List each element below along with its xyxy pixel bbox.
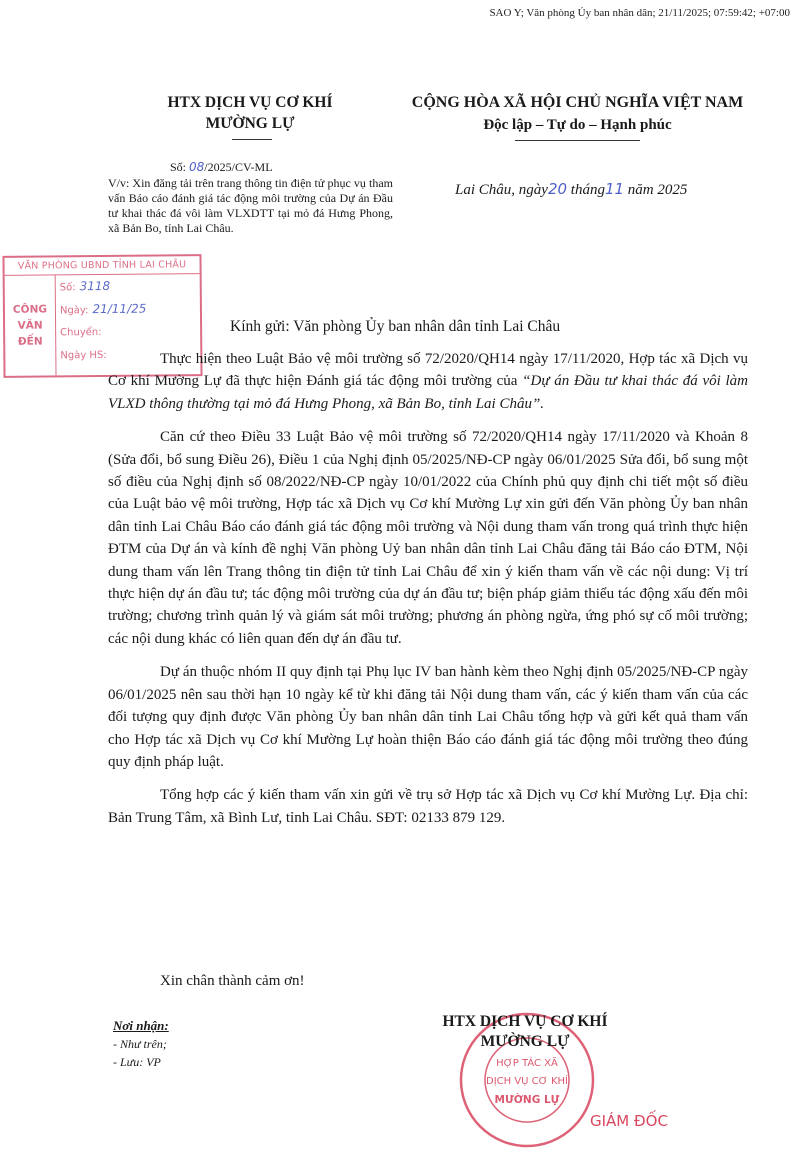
org-underline (232, 139, 272, 140)
doc-number-suffix: /2025/CV-ML (204, 160, 273, 174)
paragraph-4: Tổng hợp các ý kiến tham vấn xin gửi về trụ sở Hợp tác xã Dịch vụ Cơ khí Mường Lự. Địa chỉ: Bản Trung Tâm, xã Bình Lư, tỉnh Lai Châu. SĐT: 02133 879 129. (108, 787, 748, 826)
recipients-title: Nơi nhận: (113, 1018, 169, 1033)
digital-copy-note: SAO Y; Văn phòng Ủy ban nhân dân; 21/11/2025; 07:59:42; +07:00 (489, 7, 790, 19)
stamp-label-line1: CÔNG (12, 302, 48, 316)
stamp-so-value: 3118 (79, 278, 111, 294)
stamp-row-ngay-hs (60, 350, 106, 361)
issuing-org-line1: HTX DỊCH VỤ CƠ KHÍ (167, 94, 333, 111)
seal-line1: HỢP TÁC XÃ (496, 1058, 558, 1069)
stamp-label-line3: ĐẾN (17, 335, 43, 348)
received-stamp-header: VĂN PHÒNG UBND TỈNH LAI CHÂU (4, 256, 199, 276)
dateline-prefix: Lai Châu, ngày (455, 182, 548, 198)
subject-line: V/v: Xin đăng tải trên trang thông tin điện tử phục vụ tham vấn Báo cáo đánh giá tác động môi trường của Dự án Đầu tư khai thác đá vôi làm VLXDTT tại mỏ đá Hưng Phong, xã Bản Bo, tỉnh Lai Châu. (108, 176, 393, 235)
stamp-row-so (60, 279, 111, 293)
stamp-chuyen-label: Chuyển: (60, 327, 102, 339)
doc-number-prefix: Số: (170, 160, 190, 174)
stamp-label-line2: VĂN (17, 319, 43, 332)
stamp-ngay-label: Ngày: (59, 305, 89, 317)
signature-org-line2: MƯỜNG LỰ (480, 1033, 570, 1050)
signature-block (440, 1012, 610, 1052)
stamp-ngay-value: 21/11/25 (92, 301, 147, 317)
dateline (455, 180, 687, 199)
recipients-list (113, 1017, 169, 1071)
paragraph-1 (108, 348, 748, 415)
signature-org-line1: HTX DỊCH VỤ CƠ KHÍ (442, 1013, 608, 1030)
stamp-ngayhs-label: Ngày HS: (60, 349, 107, 362)
closing-thanks: Xin chân thành cảm ơn! (160, 973, 305, 989)
issuing-org-line2: MƯỜNG LỰ (205, 115, 295, 132)
motto-underline (515, 140, 640, 141)
seal-line3: MƯỜNG LỰ (494, 1094, 560, 1106)
nation-title: CỘNG HÒA XÃ HỘI CHỦ NGHĨA VIỆT NAM (411, 94, 744, 111)
recipient-item-1: - Như trên; (113, 1037, 167, 1051)
document-number (170, 160, 273, 175)
dateline-month: 11 (604, 180, 625, 198)
seal-line2: DỊCH VỤ CƠ KHÍ (486, 1076, 568, 1087)
stamp-row-chuyen (60, 327, 102, 338)
dateline-day: 20 (547, 180, 568, 198)
signer-role: GIÁM ĐỐC (590, 1112, 668, 1130)
recipient-line: Kính gửi: Văn phòng Ủy ban nhân dân tỉnh Lai Châu (230, 318, 561, 335)
motto: Độc lập – Tự do – Hạnh phúc (483, 117, 672, 133)
dateline-month-label: tháng (570, 182, 605, 198)
dateline-year: năm 2025 (627, 182, 688, 198)
recipient-item-2: - Lưu: VP (113, 1055, 161, 1069)
project-name-italic: “Dự án Đầu tư khai thác đá vôi làm VLXD thông thường tại mỏ đá Hưng Phong, xã Bản Bo, tỉnh Lai Châu”. (108, 373, 748, 412)
national-header (405, 92, 750, 136)
paragraph-1-text: Thực hiện theo Luật Bảo vệ môi trường số 72/2020/QH14 ngày 17/11/2020, Hợp tác xã Dịch vụ Cơ khí Mường Lự đã thực hiện Đánh giá tác động môi trường của (108, 351, 748, 390)
letter-body (108, 348, 748, 840)
paragraph-3: Dự án thuộc nhóm II quy định tại Phụ lục IV ban hành kèm theo Nghị định 05/2025/NĐ-CP ngày 06/01/2025 nên sau thời hạn 10 ngày kể từ khi đăng tải Nội dung tham vấn, các ý kiến tham vấn của các đối tượng quy định được Văn phòng Ủy ban nhân dân tỉnh Lai Châu tổng hợp và gửi kết quả tham vấn cho Hợp tác xã Dịch vụ Cơ khí Mường Lự hoàn thiện Báo cáo đánh giá tác động môi trường theo đúng quy định pháp luật. (108, 664, 748, 770)
paragraph-2: Căn cứ theo Điều 33 Luật Bảo vệ môi trường số 72/2020/QH14 ngày 17/11/2020 và Khoản 8 (Sửa đổi, bổ sung Điều 26), Điều 1 của Nghị định 05/2025/NĐ-CP ngày 06/01/2025 Sửa đổi, bổ sung một số điều của Nghị định số 08/2022/NĐ-CP ngày 10/01/2022 của Chính phủ quy định chi tiết một số điều của Luật bảo vệ môi trường, Hợp tác xã Dịch vụ Cơ khí Mường Lự xin gửi đến Văn phòng Ủy ban nhân dân tỉnh Lai Châu Báo cáo đánh giá tác động môi trường và Nội dung tham vấn trong quá trình thực hiện ĐTM của Dự án và kính đề nghị Văn phòng Uỷ ban nhân dân tỉnh Lai Châu đăng tải Báo cáo ĐTM, Nội dung tham vấn lên Trang thông tin điện tử tỉnh Lai Châu để xin ý kiến tham vấn về các nội dung: Vị trí thực hiện dự án đầu tư; tác động môi trường của dự án đầu tư; biện pháp giảm thiểu tác động xấu đến môi trường; chương trình quản lý và giám sát môi trường; phương án phòng ngừa, ứng phó sự cố môi trường; các nội dung khác có liên quan đến dự án đầu tư. (108, 429, 748, 647)
received-stamp-label (5, 274, 57, 375)
doc-number-handwritten: 08 (189, 160, 205, 174)
issuing-org (150, 92, 350, 134)
stamp-so-label: Số: (59, 282, 76, 294)
stamp-row-ngay (60, 302, 147, 317)
